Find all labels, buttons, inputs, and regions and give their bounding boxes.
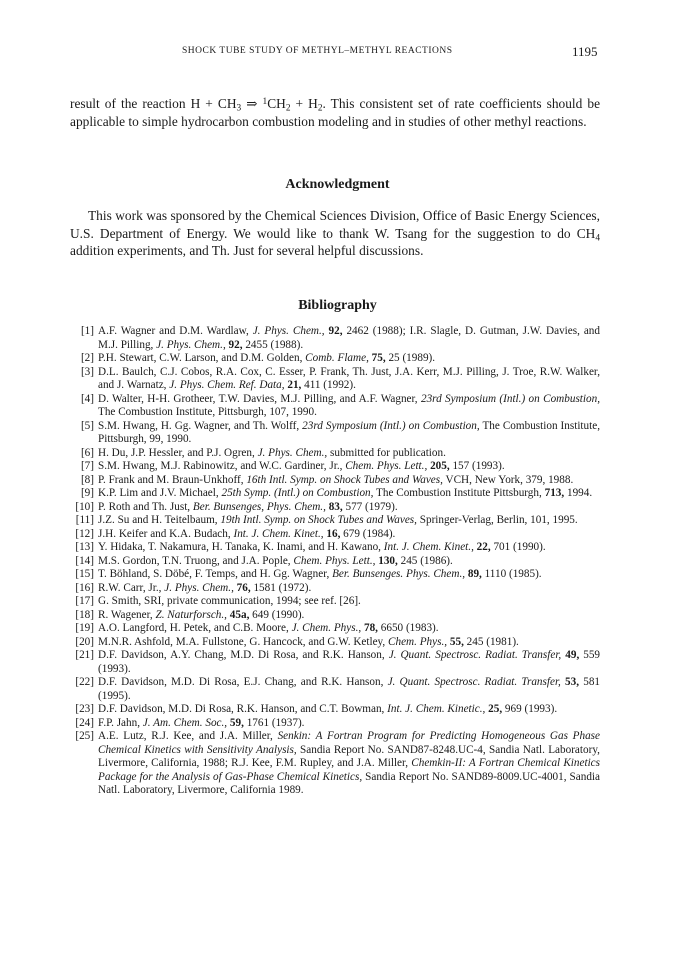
bibliography-entry: [17] G. Smith, SRI, private communication, 1994; see ref. [26]. xyxy=(70,595,600,609)
reference-number: [4] xyxy=(80,392,94,405)
bibliography-entry: [1] A.F. Wagner and D.M. Wardlaw, J. Phys. Chem., 92, 2462 (1988); I.R. Slagle, D. Gutman, J.W. Davies, and M.J. Pilling, J. Phys. Chem., 92, 2455 (1988). xyxy=(70,325,600,352)
bibliography-entry: [5] S.M. Hwang, H. Gg. Wagner, and Th. Wolff, 23rd Symposium (Intl.) on Combustion, The Combustion Institute, Pittsburgh, 99, 1990. xyxy=(70,420,600,447)
reference-number: [12] xyxy=(75,527,94,540)
bibliography-entry: [10] P. Roth and Th. Just, Ber. Bunsenges, Phys. Chem., 83, 577 (1979). xyxy=(70,501,600,515)
bibliography-entry: [6] H. Du, J.P. Hessler, and P.J. Ogren, J. Phys. Chem., submitted for publication. xyxy=(70,447,600,461)
bibliography-entry: [23] D.F. Davidson, M.D. Di Rosa, R.K. Hanson, and C.T. Bowman, Int. J. Chem. Kinetic., 25, 969 (1993). xyxy=(70,703,600,717)
bibliography-entry: [3] D.L. Baulch, C.J. Cobos, R.A. Cox, C. Esser, P. Frank, Th. Just, J.A. Kerr, M.J. Pilling, J. Troe, R.W. Walker, and J. Warnatz, J. Phys. Chem. Ref. Data, 21, 411 (1992). xyxy=(70,366,600,393)
bibliography-entry: [18] R. Wagener, Z. Naturforsch., 45a, 649 (1990). xyxy=(70,609,600,623)
bibliography-entry: [22] D.F. Davidson, M.D. Di Rosa, E.J. Chang, and R.K. Hanson, J. Quant. Spectrosc. Radiat. Transfer, 53, 581 (1995). xyxy=(70,676,600,703)
reference-number: [1] xyxy=(80,325,94,337)
reference-number: [16] xyxy=(75,581,94,594)
reference-number: [22] xyxy=(75,676,94,688)
bibliography-heading: Bibliography xyxy=(298,298,377,313)
bibliography-entry: [21] D.F. Davidson, A.Y. Chang, M.D. Di Rosa, and R.K. Hanson, J. Quant. Spectrosc. Radiat. Transfer, 49, 559 (1993). xyxy=(70,649,600,676)
bibliography-list xyxy=(70,325,600,798)
bibliography-entry: [24] F.P. Jahn, J. Am. Chem. Soc., 59, 1761 (1937). xyxy=(70,717,600,731)
reference-number: [8] xyxy=(80,473,94,486)
bibliography-entry: [14] M.S. Gordon, T.N. Truong, and J.A. Pople, Chem. Phys. Lett., 130, 245 (1986). xyxy=(70,555,600,569)
running-title: SHOCK TUBE STUDY OF METHYL–METHYL REACTIONS xyxy=(182,46,453,56)
reference-number: [18] xyxy=(75,608,94,621)
bibliography-entry: [13] Y. Hidaka, T. Nakamura, H. Tanaka, K. Inami, and H. Kawano, Int. J. Chem. Kinet., 22, 701 (1990). xyxy=(70,541,600,555)
reference-number: [10] xyxy=(75,500,94,513)
bibliography-entry: [20] M.N.R. Ashfold, M.A. Fullstone, G. Hancock, and G.W. Ketley, Chem. Phys., 55, 245 (1981). xyxy=(70,636,600,650)
reference-number: [5] xyxy=(80,419,94,432)
reference-number: [9] xyxy=(80,487,94,499)
reference-number: [2] xyxy=(80,352,94,364)
bibliography-entry: [16] R.W. Carr, Jr., J. Phys. Chem., 76, 1581 (1972). xyxy=(70,582,600,596)
reference-number: [24] xyxy=(75,716,94,729)
bibliography-entry: [11] J.Z. Su and H. Teitelbaum, 19th Intl. Symp. on Shock Tubes and Waves, Springer-Verlag, Berlin, 101, 1995. xyxy=(70,514,600,528)
bibliography-entry: [8] P. Frank and M. Braun-Unkhoff, 16th Intl. Symp. on Shock Tubes and Waves, VCH, New York, 379, 1988. xyxy=(70,474,600,488)
reference-number: [25] xyxy=(75,730,94,742)
intro-paragraph: result of the reaction $H + CH_3$ ⇒ $^1CH_2 + H_2$. This consistent set of rate coefficients should be applicable to simple hydrocarbon combustion modeling and in studies of other methyl reactions. xyxy=(70,96,601,129)
bibliography-entry: [25] A.E. Lutz, R.J. Kee, and J.A. Miller, Senkin: A Fortran Program for Predicting Homogeneous Gas Phase Chemical Kinetics with Sensitivity Analysis, Sandia Report No. SAND87-8248.UC-4, Sandia Natl. Laboratory, Livermore, California, 1988; R.J. Kee, F.M. Rupley, and J.A. Miller, Chemkin-II: A Fortran Chemical Kinetics Package for the Analysis of Gas-Phase Chemical Kinetics, Sandia Report No. SAND89-8009.UC-4001, Sandia Natl. Laboratory, Livermore, California 1989. xyxy=(70,730,600,798)
reference-number: [15] xyxy=(75,568,94,580)
bibliography-entry: [19] A.O. Langford, H. Petek, and C.B. Moore, J. Chem. Phys., 78, 6650 (1983). xyxy=(70,622,600,636)
bibliography-entry: [15] T. Böhland, S. Döbé, F. Temps, and H. Gg. Wagner, Ber. Bunsenges. Phys. Chem., 89, 1110 (1985). xyxy=(70,568,600,582)
reference-number: [17] xyxy=(75,595,94,607)
acknowledgment-heading: Acknowledgment xyxy=(285,177,390,192)
reference-number: [7] xyxy=(80,460,94,472)
reference-number: [21] xyxy=(75,649,94,661)
reference-number: [13] xyxy=(75,541,94,553)
reference-number: [19] xyxy=(75,622,94,634)
bibliography-entry: [9] K.P. Lim and J.V. Michael, 25th Symp. (Intl.) on Combustion, The Combustion Institute Pittsburgh, 713, 1994. xyxy=(70,487,600,501)
bibliography-entry: [2] P.H. Stewart, C.W. Larson, and D.M. Golden, Comb. Flame, 75, 25 (1989). xyxy=(70,352,600,366)
running-head xyxy=(0,46,675,62)
reference-number: [3] xyxy=(80,365,94,378)
bibliography-entry: [7] S.M. Hwang, M.J. Rabinowitz, and W.C. Gardiner, Jr., Chem. Phys. Lett., 205, 157 (1993). xyxy=(70,460,600,474)
reference-number: [6] xyxy=(80,446,94,459)
reference-number: [14] xyxy=(75,554,94,567)
reference-number: [11] xyxy=(75,514,94,526)
page-number: 1195 xyxy=(572,44,598,59)
reference-number: [23] xyxy=(75,703,94,715)
reference-number: [20] xyxy=(75,635,94,648)
bibliography-entry: [4] D. Walter, H-H. Grotheer, T.W. Davies, M.J. Pilling, and A.F. Wagner, 23rd Symposium (Intl.) on Combustion, The Combustion Institute, Pittsburgh, 107, 1990. xyxy=(70,393,600,420)
bibliography-entry: [12] J.H. Keifer and K.A. Budach, Int. J. Chem. Kinet., 16, 679 (1984). xyxy=(70,528,600,542)
acknowledgment-paragraph: This work was sponsored by the Chemical Sciences Division, Office of Basic Energy Sciences, U.S. Department of Energy. We would like to thank W. Tsang for the suggestion to do $CH_4$ addition experiments, and Th. Just for several helpful discussions. xyxy=(70,208,600,258)
